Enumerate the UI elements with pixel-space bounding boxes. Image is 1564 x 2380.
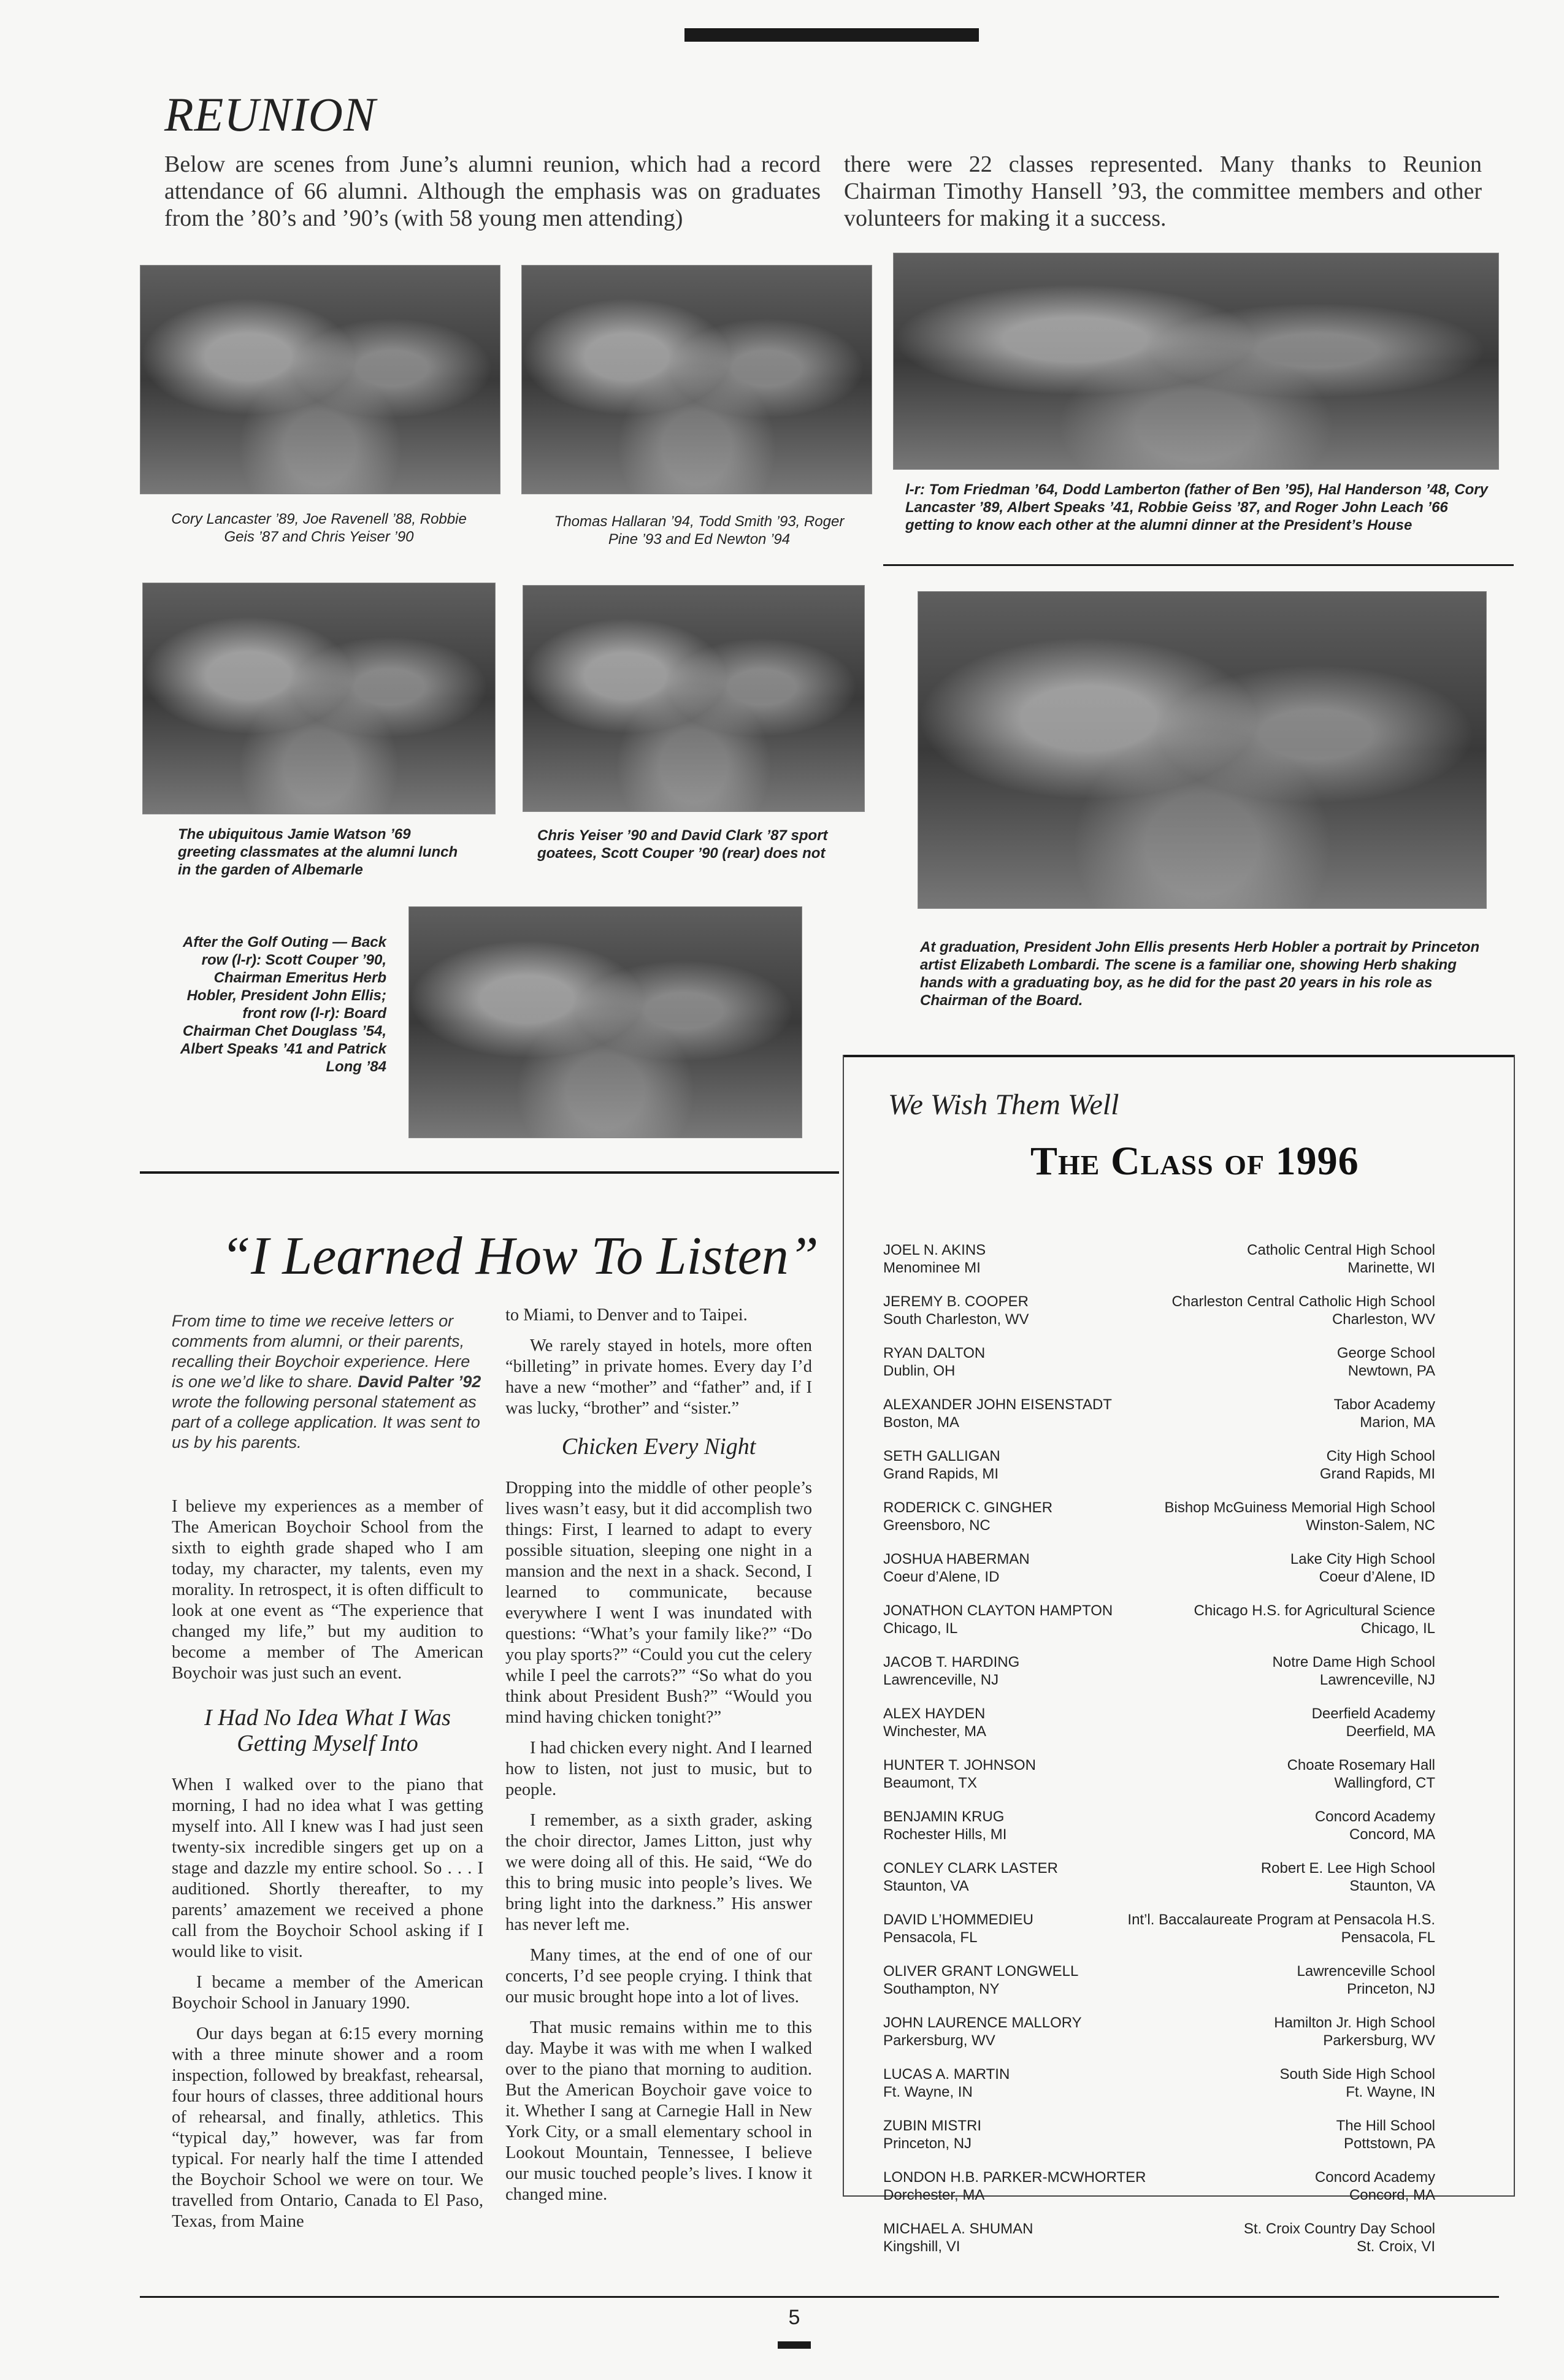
article-paragraph: Many times, at the end of one of our concerts, I’d see people crying. I think that our music brought hope into a lot of lives. [505,1946,812,2007]
graduate-home: Boston, MA [883,1414,960,1431]
caption-hallaran: Thomas Hallaran ’94, Todd Smith ’93, Roger Pine ’93 and Ed Newton ’94 [554,513,845,548]
graduate-home: South Charleston, WV [883,1311,1029,1328]
article-subhead: Chicken Every Night [561,1434,756,1460]
graduate-home: Rochester Hills, MI [883,1826,1007,1843]
graduate-home: Pensacola, FL [883,1929,978,1946]
graduate-name: JACOB T. HARDING [883,1654,1020,1670]
graduate-home: Southampton, NY [883,1981,1000,1997]
article-lead [172,1311,483,1453]
graduate-home: Staunton, VA [883,1878,969,1894]
graduate-school: Lake City High School [1290,1551,1435,1567]
graduates-list [883,1241,1435,2271]
graduate-name: OLIVER GRANT LONGWELL [883,1963,1079,1980]
graduate-school-location: Pensacola, FL [1341,1929,1435,1946]
graduate-entry [883,1653,1435,1689]
graduate-school-location: Ft. Wayne, IN [1346,2084,1435,2100]
graduate-school-location: Concord, MA [1349,1826,1435,1843]
graduate-home: Princeton, NJ [883,2135,972,2152]
caption-watson: The ubiquitous Jamie Watson ’69 greeting classmates at the alumni lunch in the garden of Albemarle [178,826,458,878]
graduate-school-location: Princeton, NJ [1346,1981,1435,1997]
article-column-2 [505,1305,812,2215]
graduate-school-location: Deerfield, MA [1346,1723,1435,1740]
graduate-name: CONLEY CLARK LASTER [883,1860,1058,1877]
article-paragraph: We rarely stayed in hotels, more often “billeting” in private homes. Every day I’d have a new “mother” and “father” and, if I was lucky, “brother” and “sister.” [505,1336,812,1418]
caption-alumni-dinner: l-r: Tom Friedman ’64, Dodd Lamberton (father of Ben ’95), Hal Handerson ’48, Cory Lancaster ’89, Albert Speaks ’41, Robbie Geiss ’87, and Roger John Leach ’66 getting to know each other at the alumni dinner at the President’s House [905,481,1488,534]
graduate-name: RODERICK C. GINGHER [883,1499,1053,1516]
graduate-name: LONDON H.B. PARKER-MCWHORTER [883,2169,1146,2186]
graduate-school: The Hill School [1336,2118,1435,2134]
graduate-name: ALEXANDER JOHN EISENSTADT [883,1396,1112,1413]
graduate-name: RYAN DALTON [883,1345,986,1361]
graduate-entry [883,1602,1435,1637]
graduate-entry [883,1241,1435,1277]
graduate-school: Charleston Central Catholic High School [1171,1293,1435,1310]
graduate-school: Tabor Academy [1333,1396,1435,1413]
caption-goatees: Chris Yeiser ’90 and David Clark ’87 sport goatees, Scott Couper ’90 (rear) does not [537,827,828,862]
graduate-school: George School [1336,1345,1435,1361]
graduate-school: Choate Rosemary Hall [1287,1757,1435,1774]
article-paragraph: I remember, as a sixth grader, asking the choir director, James Litton, just why we were doing all of this. He said, “We do this to bring music into people’s lives. We bring light into the darkness.” His answer has never left me. [505,1811,812,1934]
graduate-school-location: Parkersburg, WV [1323,2032,1435,2049]
caption-lancaster: Cory Lancaster ’89, Joe Ravenell ’88, Robbie Geis ’87 and Chris Yeiser ’90 [171,511,467,545]
lead-text-end: wrote the following personal statement as part of a college application. It was sent to us by his parents. [172,1393,480,1452]
graduate-school-location: St. Croix, VI [1356,2238,1435,2255]
photo-lancaster-group [140,265,500,494]
article-paragraph: When I walked over to the piano that morning, I had no idea what I was getting myself into. All I knew was I had just seen twenty-six incredible singers get up on a stage and dazzle my entire school. So . . . I auditioned. Shortly thereafter, to my parents’ amazement we received a phone call from the Boychoir School asking if I would like to visit. [172,1775,483,1961]
graduate-name: ZUBIN MISTRI [883,2118,981,2134]
graduate-home: Chicago, IL [883,1620,958,1637]
class-title: The Class of 1996 [1030,1139,1359,1184]
graduate-home: Parkersburg, WV [883,2032,995,2049]
article-top-rule [140,1171,839,1174]
graduate-name: BENJAMIN KRUG [883,1808,1005,1825]
graduate-home: Winchester, MA [883,1723,987,1740]
graduate-entry [883,1499,1435,1534]
article-paragraph: Dropping into the middle of other people’s lives wasn’t easy, but it did accomplish two things: First, I learned to adapt to every possible situation, sleeping one night in a mansion and the next in a shack. Second, I learned to communicate, because everywhere I went I was inundated with questions: “What’s your family like?” “Do you play sports?” “Could you cut the celery while I peel the carrots?” “So what do you think about President Bush?” “Would you mind having chicken tonight?” [505,1479,812,1727]
graduate-home: Dublin, OH [883,1363,956,1379]
lead-text-start: From time to time we receive letters or comments from alumni, or their parents, recalling their Boychoir experience. Here is one we’d like to share. [172,1312,470,1391]
photo-watson-lunch [142,583,496,814]
graduate-school-location: Pottstown, PA [1344,2135,1435,2152]
graduate-home: Beaumont, TX [883,1775,977,1791]
graduate-school-location: Marinette, WI [1347,1260,1435,1276]
article-paragraph: I became a member of the American Boychoir School in January 1990. [172,1973,483,2013]
intro-right: there were 22 classes represented. Many thanks to Reunion Chairman Timothy Hansell ’93, the committee members and other volunteers for making it a success. [844,151,1482,231]
graduate-school: Catholic Central High School [1247,1242,1435,1258]
graduate-school-location: Staunton, VA [1349,1878,1435,1894]
graduate-home: Dorchester, MA [883,2187,985,2203]
article-paragraph: to Miami, to Denver and to Taipei. [505,1306,748,1325]
lead-author: David Palter ’92 [358,1372,481,1391]
graduate-name: SETH GALLIGAN [883,1448,1000,1464]
section-title: REUNION [164,88,376,141]
graduate-school-location: Coeur d’Alene, ID [1319,1569,1435,1585]
photo-goatees [523,585,865,812]
article-paragraph: I believe my experiences as a member of The American Boychoir School from the sixth to eighth grade shaped who I am today, my character, my talents, even my morality. In retrospect, it is often difficult to look at one event as “The experience that changed my life,” but my audition to become a member of The American Boychoir was just such an event. [172,1497,483,1683]
graduate-entry [883,1808,1435,1843]
graduate-home: Kingshill, VI [883,2238,960,2255]
photo-graduation-portrait [918,591,1487,909]
graduate-school: Bishop McGuiness Memorial High School [1164,1499,1435,1516]
graduate-entry [883,1396,1435,1431]
graduate-school: St. Croix Country Day School [1243,2221,1435,2237]
graduate-entry [883,2220,1435,2256]
graduate-school-location: Concord, MA [1349,2187,1435,2203]
class-kicker: We Wish Them Well [888,1089,1119,1121]
graduate-entry [883,1550,1435,1586]
photo-golf-outing [408,906,802,1138]
graduate-name: HUNTER T. JOHNSON [883,1757,1036,1774]
graduate-entry [883,1447,1435,1483]
intro-left: Below are scenes from June’s alumni reunion, which had a record attendance of 66 alumni. Although the emphasis was on graduates from the ’80’s and ’90’s (with 58 young men attending) [164,151,821,231]
graduate-entry [883,2065,1435,2101]
graduate-name: JEREMY B. COOPER [883,1293,1029,1310]
graduate-school-location: Marion, MA [1360,1414,1435,1431]
graduate-school: Deerfield Academy [1311,1705,1435,1722]
graduate-entry [883,1756,1435,1792]
graduate-home: Ft. Wayne, IN [883,2084,973,2100]
graduate-entry [883,1344,1435,1380]
graduate-school: Int’l. Baccalaureate Program at Pensacola H.S. [1127,1911,1435,1928]
graduate-school-location: Chicago, IL [1360,1620,1435,1637]
graduate-name: LUCAS A. MARTIN [883,2066,1010,2083]
graduate-school: City High School [1326,1448,1435,1464]
photo-alumni-dinner [893,253,1499,470]
graduate-school-location: Lawrenceville, NJ [1319,1672,1435,1688]
graduate-entry [883,1859,1435,1895]
graduate-home: Coeur d’Alene, ID [883,1569,1000,1585]
graduate-school: South Side High School [1279,2066,1435,2083]
graduate-school-location: Newtown, PA [1347,1363,1435,1379]
graduate-school-location: Grand Rapids, MI [1319,1466,1435,1482]
footer-bar [778,2341,811,2349]
graduate-home: Menominee MI [883,1260,981,1276]
article-paragraph: Our days began at 6:15 every morning with a three minute shower and a room inspection, followed by breakfast, rehearsal, four hours of classes, three additional hours of rehearsal, and finally, athletics. This “typical day,” however, was far from typical. For nearly half the time I attended the Boychoir School we were on tour. We travelled from Ontario, Canada to El Paso, Texas, from Maine [172,2024,483,2231]
photo-hallaran-group [521,265,872,494]
graduation-box-rule [883,564,1514,566]
article-title: “I Learned How To Listen” [221,1226,819,1286]
graduate-school: Hamilton Jr. High School [1274,2015,1435,2031]
graduate-entry [883,1705,1435,1740]
graduate-school: Notre Dame High School [1272,1654,1435,1670]
graduate-entry [883,1911,1435,1946]
graduate-school: Concord Academy [1314,1808,1435,1825]
article-subhead: I Had No Idea What I Was Getting Myself Into [204,1705,451,1756]
graduate-entry [883,2014,1435,2049]
graduate-school: Concord Academy [1314,2169,1435,2186]
graduate-school-location: Charleston, WV [1332,1311,1435,1328]
graduate-name: JOEL N. AKINS [883,1242,986,1258]
graduate-name: JOHN LAURENCE MALLORY [883,2015,1082,2031]
graduate-home: Lawrenceville, NJ [883,1672,999,1688]
footer-rule [140,2296,1499,2298]
graduate-name: ALEX HAYDEN [883,1705,986,1722]
graduate-school: Lawrenceville School [1297,1963,1435,1980]
article-column-1 [172,1496,483,2242]
graduate-entry [883,1962,1435,1998]
graduate-entry [883,2168,1435,2204]
article-paragraph: I had chicken every night. And I learned how to listen, not just to music, but to people. [505,1739,812,1799]
top-rule [684,28,979,42]
article-paragraph: That music remains within me to this day. Maybe it was with me when I walked over to the piano that morning to audition. But the American Boychoir gave voice to it. Whether I sang at Carnegie Hall in New York City, or a small elementary school in Lookout Mountain, Tennessee, I believe our music touched people’s lives. I know it changed mine. [505,2018,812,2204]
graduate-entry [883,1293,1435,1328]
graduate-name: MICHAEL A. SHUMAN [883,2221,1033,2237]
graduate-name: DAVID L’HOMMEDIEU [883,1911,1033,1928]
graduate-school: Chicago H.S. for Agricultural Science [1194,1602,1435,1619]
caption-golf-outing: After the Golf Outing — Back row (l-r): Scott Couper ’90, Chairman Emeritus Herb Hobler, President John Ellis; front row (l-r): Board Chairman Chet Douglass ’54, Albert Speaks ’41 and Patrick Long ’84 [180,934,386,1075]
page-number: 5 [788,2306,800,2329]
graduate-entry [883,2117,1435,2152]
graduate-name: JOSHUA HABERMAN [883,1551,1030,1567]
graduate-name: JONATHON CLAYTON HAMPTON [883,1602,1113,1619]
graduate-school: Robert E. Lee High School [1260,1860,1435,1877]
caption-graduation: At graduation, President John Ellis presents Herb Hobler a portrait by Princeton artist Elizabeth Lombardi. The scene is a familiar one, showing Herb shaking hands with a graduating boy, as he did for the past 20 years in his role as Chairman of the Board. [920,939,1480,1009]
graduate-school-location: Wallingford, CT [1334,1775,1435,1791]
graduate-home: Greensboro, NC [883,1517,991,1534]
graduate-home: Grand Rapids, MI [883,1466,999,1482]
graduate-school-location: Winston-Salem, NC [1306,1517,1435,1534]
